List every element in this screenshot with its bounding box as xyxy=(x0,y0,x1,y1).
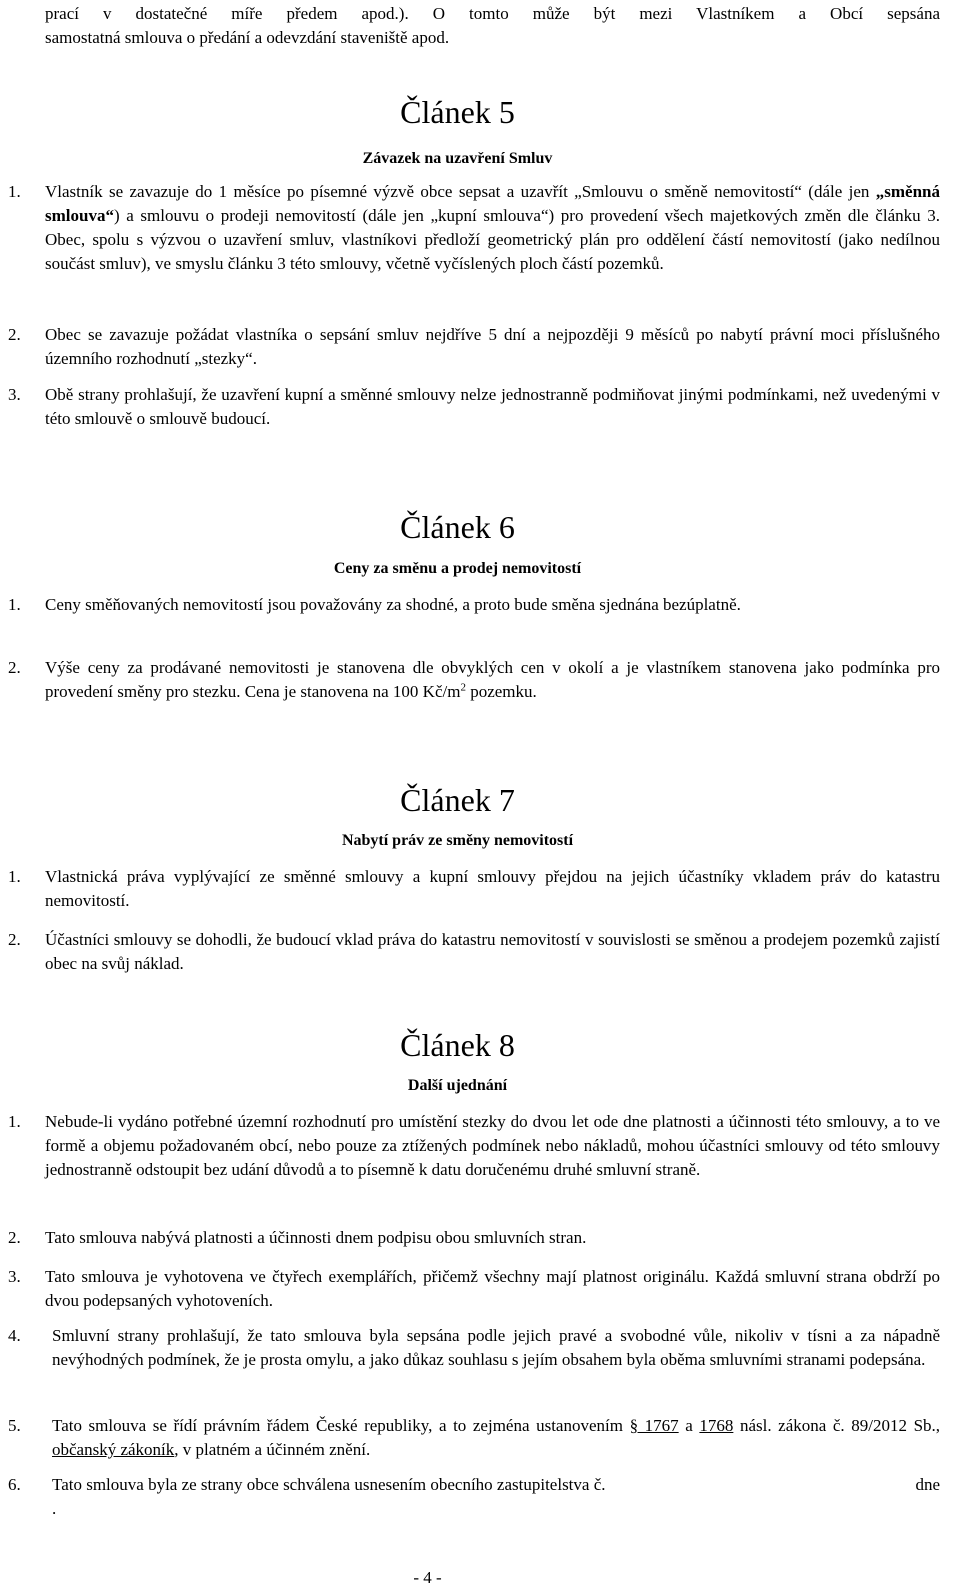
item-number: 3. xyxy=(8,385,21,404)
item-number: 4. xyxy=(8,1326,21,1345)
superscript: 2 xyxy=(460,681,466,694)
item-number: 6. xyxy=(8,1475,21,1494)
item-number: 1. xyxy=(8,595,21,614)
article-5-heading: Článek 5 xyxy=(400,94,515,130)
intro-line-2: samostatná smlouva o předání a odevzdání staveniště apod. xyxy=(45,28,450,47)
item-text: Smluvní strany prohlašují, že tato smlouva byla sepsána podle jejich pravé a svobodné vůle, nikoliv v tísni a za nápadně nevýhodných podmínek, že je prosta omylu, a jako důkaz souhlasu s jejím obsahem byla oběma smluvními stranami podepsána. xyxy=(52,1326,940,1369)
article-7-heading: Článek 7 xyxy=(400,782,515,818)
item-number: 5. xyxy=(8,1416,21,1435)
item-text: Obec se zavazuje požádat vlastníka o sepsání smluv nejdříve 5 dní a nejpozději 9 měsíců po nabytí právní moci příslušného územního rozhodnutí „stezky“. xyxy=(45,325,940,368)
law-link-1767[interactable]: § 1767 xyxy=(629,1416,679,1435)
item-text: Tato smlouva je vyhotovena ve čtyřech exemplářích, přičemž všechny mají platnost originálu. Každá smluvní strana obdrží po dvou podepsaných vyhotoveních. xyxy=(45,1267,940,1310)
item-number: 2. xyxy=(8,1228,21,1247)
item-number: 1. xyxy=(8,182,21,201)
item-text: Nebude-li vydáno potřebné územní rozhodnutí pro umístění stezky do dvou let ode dne platnosti a účinnosti této smlouvy, a to ve formě a objemu požadovaném obcí, nebo pouze za ztížených podmínek nebo nákladů, mohou účastníci smlouvy od této smlouvy jednostranně odstoupit bez udání důvodů a to písemně k datu doručenému druhé smluvní straně. xyxy=(45,1112,940,1179)
page-number: - 4 - xyxy=(413,1568,442,1587)
item-text: Ceny směňovaných nemovitostí jsou považovány za shodné, a proto bude směna sjednána bezúplatně. xyxy=(45,595,741,614)
article-6-heading: Článek 6 xyxy=(400,509,515,545)
item-number: 3. xyxy=(8,1267,21,1286)
item-number: 2. xyxy=(8,658,21,677)
item-text: Vlastnická práva vyplývající ze směnné smlouvy a kupní smlouvy přejdou na jejich účastníky vkladem práv do katastru nemovitostí. xyxy=(45,867,940,910)
law-link-1768[interactable]: 1768 xyxy=(699,1416,734,1435)
item-number: 1. xyxy=(8,867,21,886)
article-8-heading: Článek 8 xyxy=(400,1027,515,1063)
item-number: 1. xyxy=(8,1112,21,1131)
item-text xyxy=(52,1473,940,1521)
item-number: 2. xyxy=(8,930,21,949)
item-6-dne: dne xyxy=(915,1475,940,1494)
item-text: Výše ceny za prodávané nemovitosti je stanovena dle obvyklých cen v okolí a je vlastníkem stanovena jako podmínka pro provedení směny pro stezku. Cena je stanovena na 100 $Kč/m^2$ pozemku. xyxy=(45,658,940,701)
item-6-line-1: Tato smlouva byla ze strany obce schválena usnesením obecního zastupitelstva č. xyxy=(52,1475,606,1494)
item-text: Tato smlouva se řídí právním řádem České republiky, a to zejména ustanovením § 1767 a 1768 násl. zákona č. 89/2012 Sb., občanský zákoník, v platném a účinném znění. xyxy=(52,1416,941,1459)
item-6-line-2: . xyxy=(52,1499,57,1518)
article-7-subheading: Nabytí práv ze směny nemovitostí xyxy=(341,832,574,849)
intro-paragraph xyxy=(45,2,940,50)
article-8-subheading: Další ujednání xyxy=(407,1077,508,1094)
item-text: Obě strany prohlašují, že uzavření kupní a směnné smlouvy nelze jednostranně podmiňovat jinými podmínkami, než uvedenými v této smlouvě o smlouvě budoucí. xyxy=(45,385,940,428)
item-text: Tato smlouva nabývá platnosti a účinnosti dnem podpisu obou smluvních stran. xyxy=(45,1228,587,1247)
item-number: 2. xyxy=(8,325,21,344)
civil-code-link[interactable]: občanský zákoník xyxy=(52,1440,175,1459)
article-6-subheading: Ceny za směnu a prodej nemovitostí xyxy=(333,560,582,577)
item-text: Vlastník se zavazuje do 1 měsíce po písemné výzvě obce sepsat a uzavřít „Smlouvu o směně nemovitostí“ (dále jen „směnná smlouva“) a smlouvu o prodeji nemovitostí (dále jen „kupní smlouva“) pro provedení všech majetkových změn dle článku 3. Obec, spolu s výzvou o uzavření smluv, vlastníkovi předloží geometrický plán pro oddělení částí nemovitostí (jako nedílnou součást smluv), ve smyslu článku 3 této smlouvy, včetně vyčíslených ploch částí pozemků. xyxy=(45,182,940,273)
item-text: Účastníci smlouvy se dohodli, že budoucí vklad práva do katastru nemovitostí v souvislosti se směnou a prodejem pozemků zajistí obec na svůj náklad. xyxy=(45,930,940,973)
defined-term: „směnná smlouva“ xyxy=(45,182,940,225)
article-5-subheading: Závazek na uzavření Smluv xyxy=(362,150,553,167)
intro-line-1: prací v dostatečné míře předem apod.). O tomto může být mezi Vlastníkem a Obcí sepsána xyxy=(45,4,940,23)
